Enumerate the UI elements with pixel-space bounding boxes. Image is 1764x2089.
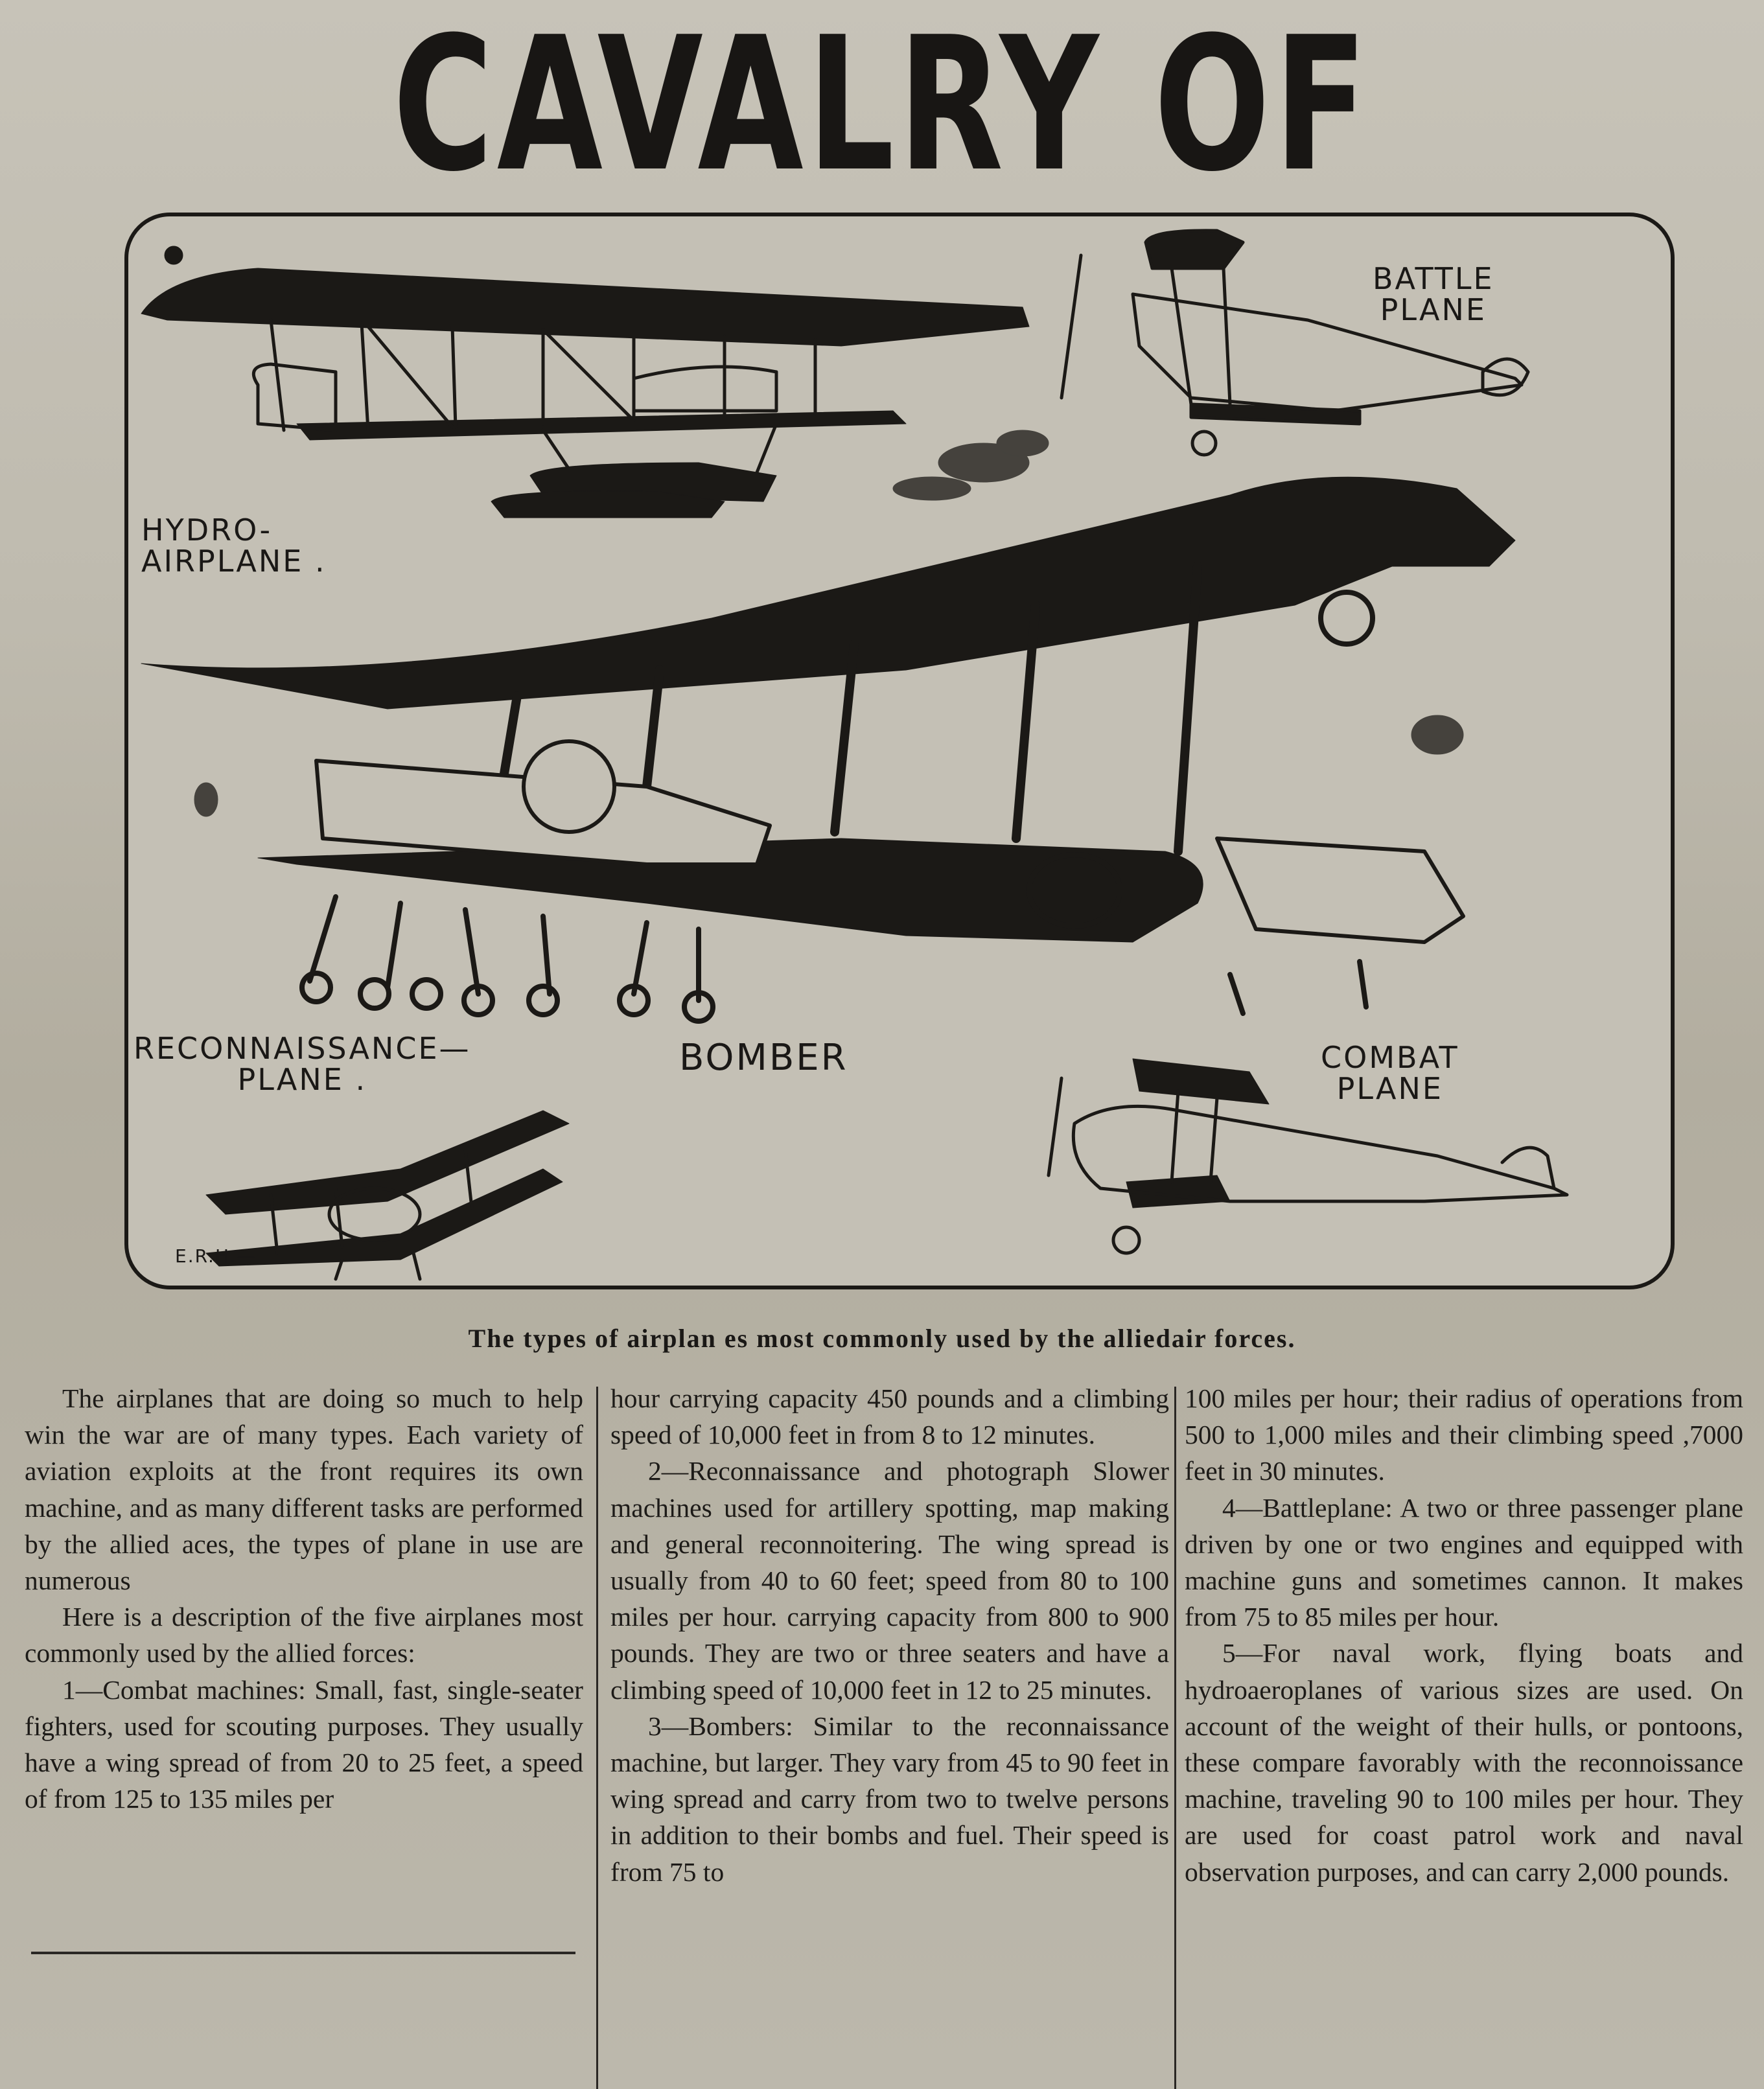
- artist-signature: E.R.H.—: [175, 1245, 257, 1267]
- article-paragraph: 1—Combat machines: Small, fast, single-seater fighters, used for scouting purposes. They usually have a wing spread of from 20 to 25 feet, a speed of from 125 to 135 miles per: [25, 1674, 583, 1814]
- illustration-caption: The types of airplan es most commonly used by the alliedair forces.: [468, 1324, 1296, 1353]
- airplanes-drawing: [128, 216, 1671, 1286]
- article-paragraph: 100 miles per hour; their radius of operations from 500 to 1,000 miles and their climbing speed ,7000 feet in 30 minutes.: [1185, 1383, 1743, 1486]
- bomber-label: BOMBER: [679, 1037, 848, 1079]
- reconnaissance-plane-drawing: [206, 1111, 569, 1279]
- battle-plane-label: BATTLE PLANE: [1373, 261, 1494, 328]
- column-rule: [596, 1387, 598, 2089]
- article-paragraph: The airplanes that are doing so much to help win the war are of many types. Each variety of aviation exploits at the front requires its own machine, and as many different tasks are performed by the allied aces, the types of plane in use are numerous: [25, 1383, 583, 1596]
- article-paragraph: Here is a description of the five airplanes most commonly used by the allied forces:: [25, 1602, 583, 1668]
- article-paragraph: 4—Battleplane: A two or three passenger plane driven by one or two engines and equipped with machine guns and sometimes cannon. It makes from 75 to 85 miles per hour.: [1185, 1492, 1743, 1632]
- article-paragraph: 5—For naval work, flying boats and hydroaeroplanes of various sizes are used. On account of the weight of their hulls, or pontoons, these compare favorably with the reconnoissance machine, traveling 90 to 100 miles per hour. They are used for coast patrol work and naval observation purposes, and can carry 2,000 pounds.: [1185, 1638, 1743, 1887]
- reconnaissance-plane-label: RECONNAISSANCE— PLANE .: [133, 1031, 471, 1098]
- article-column-2: [610, 1380, 1169, 1890]
- airplane-illustration: [124, 213, 1675, 1289]
- article-paragraph: 3—Bombers: Similar to the reconnaissance machine, but larger. They vary from 45 to 90 feet in wing spread and carry from two to twelve persons in addition to their bombs and fuel. Their speed is from 75 to: [610, 1711, 1169, 1887]
- combat-plane-drawing: [1049, 1059, 1567, 1253]
- headline: CAVALRY OF: [393, 0, 1371, 213]
- hydro-airplane-drawing: [141, 246, 1029, 518]
- column-end-rule: [31, 1952, 575, 1954]
- article-column-1: [25, 1380, 583, 1817]
- bomber-drawing: [141, 477, 1515, 1021]
- article-column-3: [1185, 1380, 1743, 1890]
- combat-plane-label: COMBAT PLANE: [1321, 1040, 1459, 1107]
- article-paragraph: 2—Reconnaissance and photograph Slower machines used for artillery spotting, map making and general reconnoitering. The wing spread is usually from 40 to 60 feet; speed from 80 to 100 miles per hour. carrying capacity from 800 to 900 pounds. They are two or three seaters and have a climbing speed of 10,000 feet in 12 to 25 minutes.: [610, 1456, 1169, 1705]
- column-rule: [1174, 1387, 1176, 2089]
- hydro-airplane-label: HYDRO- AIRPLANE .: [141, 513, 327, 579]
- article-paragraph: hour carrying capacity 450 pounds and a climbing speed of 10,000 feet in from 8 to 12 minutes.: [610, 1383, 1169, 1450]
